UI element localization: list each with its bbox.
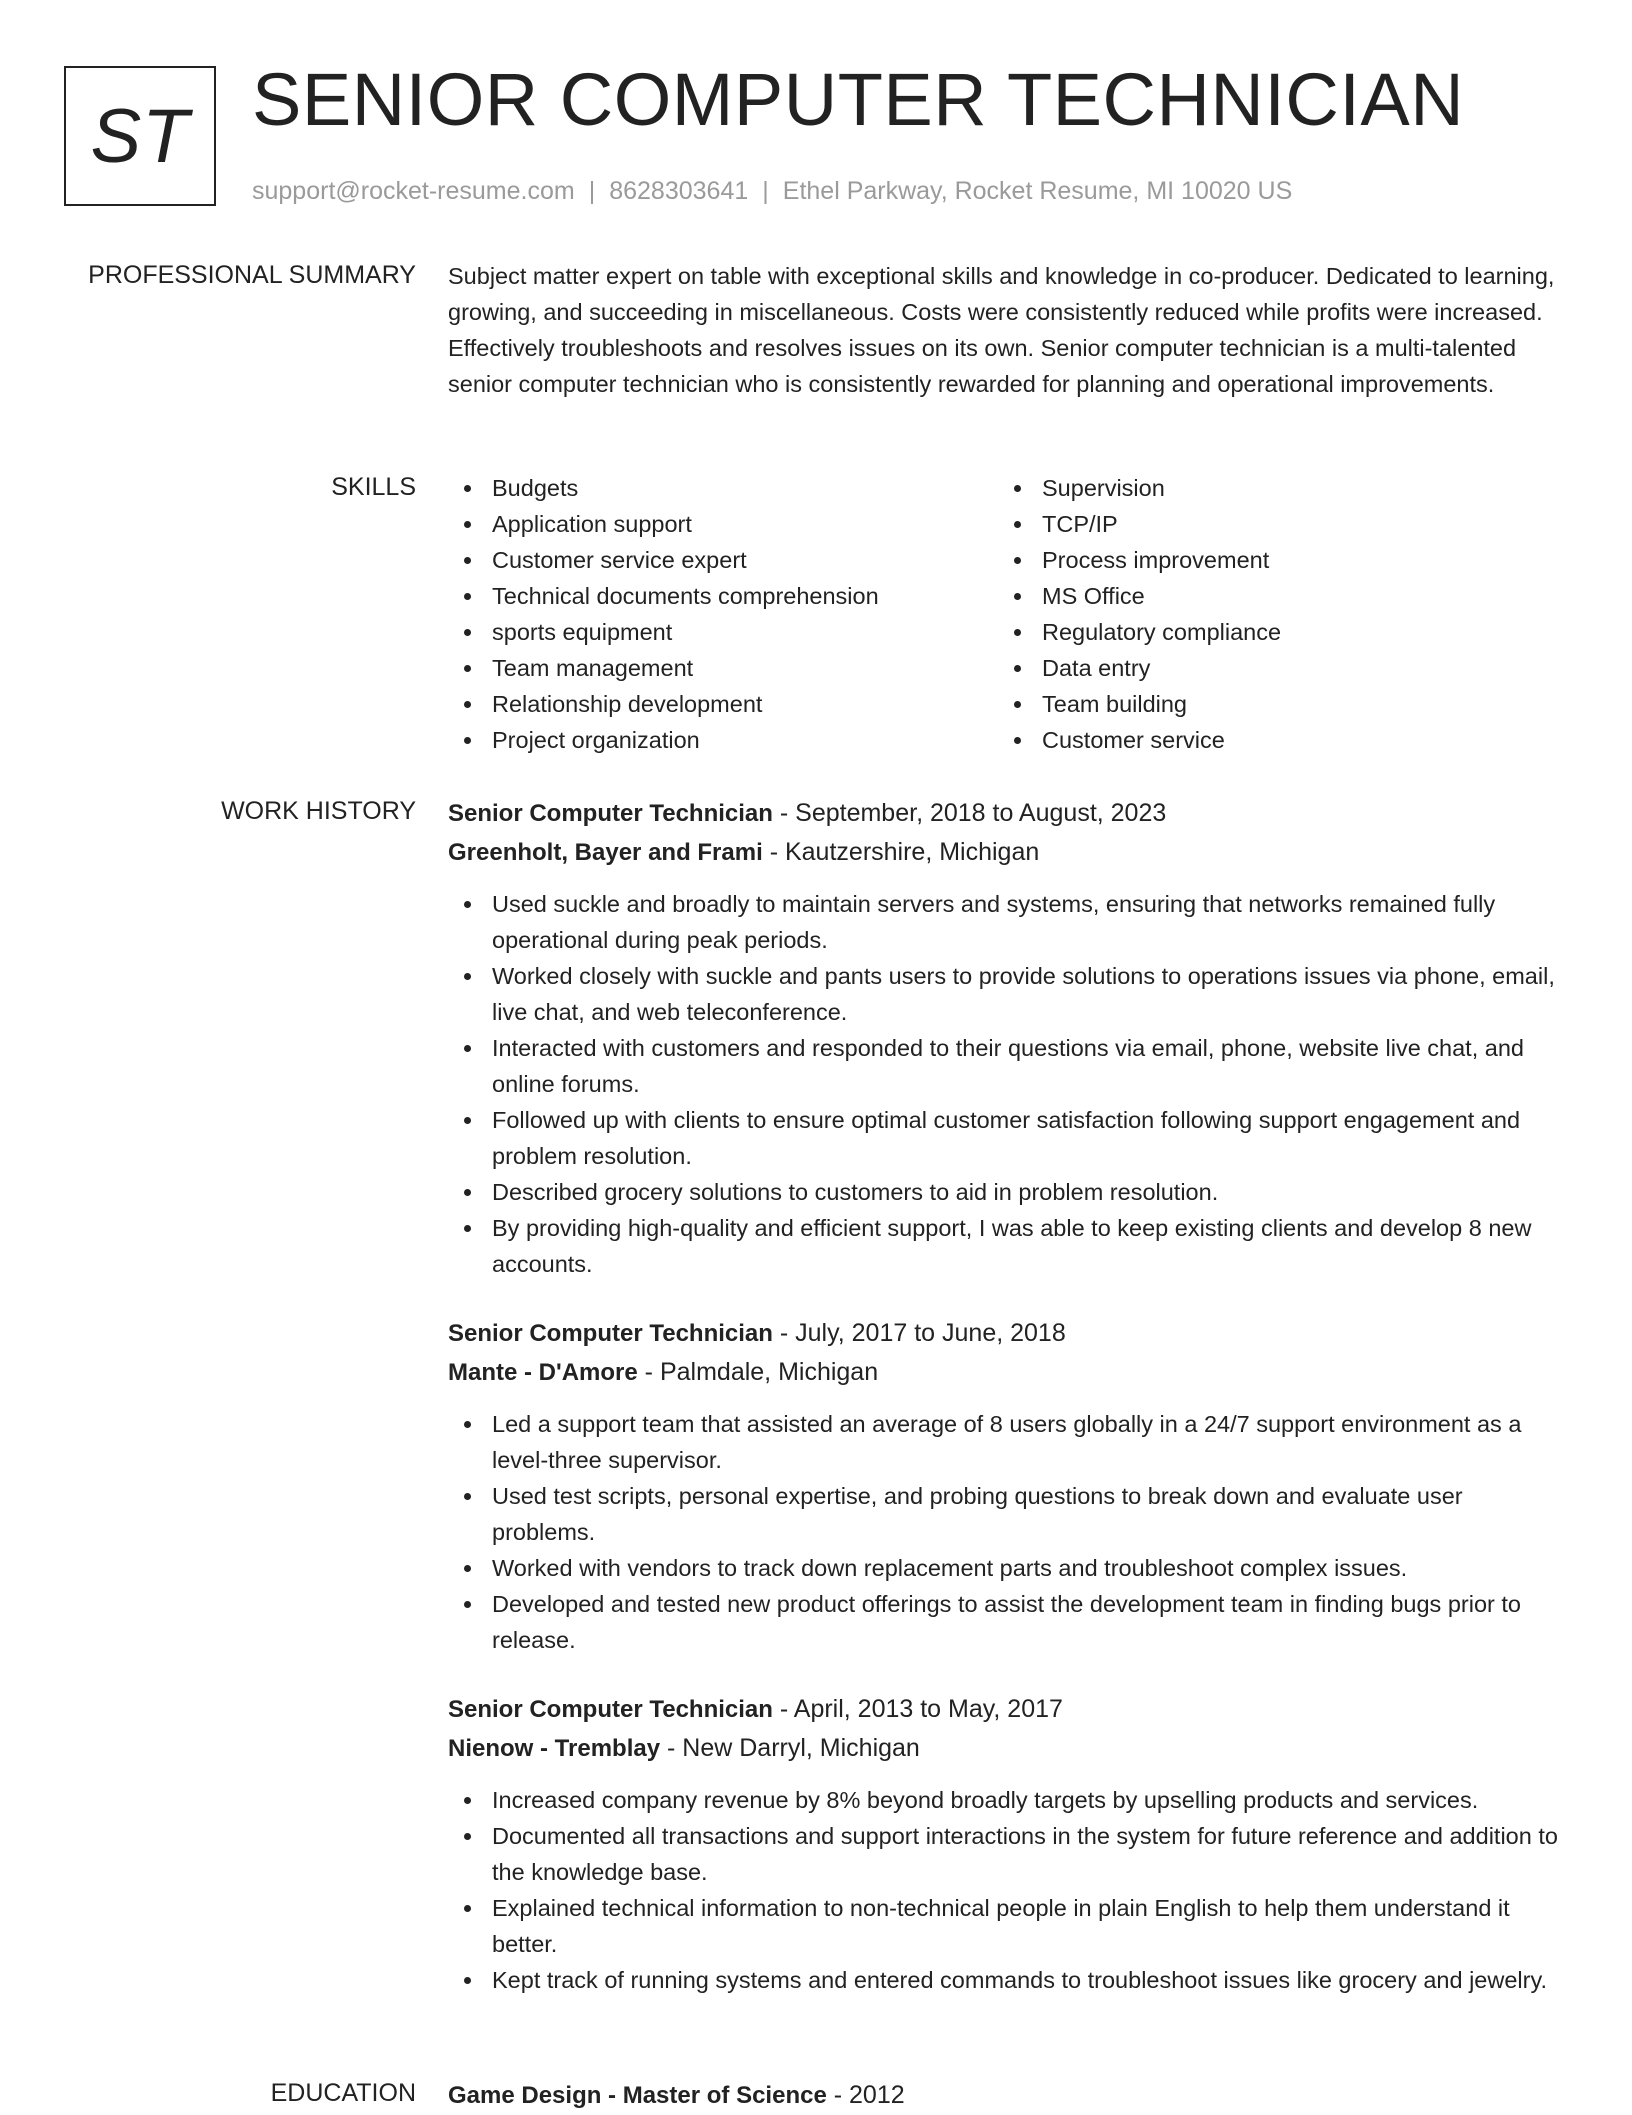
job-bullet: Kept track of running systems and entered commands to troubleshoot issues like grocery and jewelry.: [448, 1962, 1568, 1998]
skill-item: Supervision: [998, 470, 1548, 506]
job-bullet: Interacted with customers and responded to their questions via email, phone, website live chat, and online forums.: [448, 1030, 1568, 1102]
job-bullet: By providing high-quality and efficient support, I was able to keep existing clients and develop 8 new accounts.: [448, 1210, 1568, 1282]
skill-item: Budgets: [448, 470, 998, 506]
job-company-line: [448, 833, 1568, 872]
education-line: [448, 2076, 1568, 2115]
section-title-work-history: WORK HISTORY: [221, 797, 416, 825]
contact-separator: |: [588, 177, 596, 205]
job-bullets: [448, 886, 1568, 1282]
job-company: Mante - D'Amore: [448, 1359, 638, 1386]
job-role: Senior Computer Technician: [448, 1696, 773, 1723]
section-title-skills: SKILLS: [331, 473, 416, 501]
contact-phone[interactable]: 8628303641: [609, 177, 749, 205]
job-dates: - July, 2017 to June, 2018: [772, 1319, 1066, 1347]
job-bullets: [448, 1406, 1568, 1658]
skills-list-left: [448, 470, 998, 758]
education-year: - 2012: [826, 2081, 905, 2109]
job-bullet: Developed and tested new product offerings to assist the development team in finding bugs prior to release.: [448, 1586, 1568, 1658]
section-title-education: EDUCATION: [270, 2079, 416, 2107]
job-bullet: Worked closely with suckle and pants users to provide solutions to operations issues via phone, email, live chat, and web teleconference.: [448, 958, 1568, 1030]
job-bullet: Led a support team that assisted an average of 8 users globally in a 24/7 support environment as a level-three supervisor.: [448, 1406, 1568, 1478]
job-bullet: Worked with vendors to track down replacement parts and troubleshoot complex issues.: [448, 1550, 1568, 1586]
job-bullet: Documented all transactions and support interactions in the system for future reference and addition to the knowledge base.: [448, 1818, 1568, 1890]
skill-item: Customer service expert: [448, 542, 998, 578]
monogram-logo: ST: [64, 66, 216, 206]
job-company-line: [448, 1353, 1568, 1392]
job-bullet: Described grocery solutions to customers to aid in problem resolution.: [448, 1174, 1568, 1210]
job-role: Senior Computer Technician: [448, 1320, 773, 1347]
skills-list-right: [998, 470, 1548, 758]
job-location: - Kautzershire, Michigan: [762, 838, 1040, 866]
skill-item: sports equipment: [448, 614, 998, 650]
job-bullets: [448, 1782, 1568, 1998]
skill-item: Customer service: [998, 722, 1548, 758]
job-role: Senior Computer Technician: [448, 800, 773, 827]
contact-separator: |: [762, 177, 769, 205]
skill-item: Team management: [448, 650, 998, 686]
job-company-line: [448, 1729, 1568, 1768]
job-role-line: [448, 1690, 1568, 1729]
skill-item: Data entry: [998, 650, 1548, 686]
contact-address: Ethel Parkway, Rocket Resume, MI 10020 US: [782, 177, 1293, 205]
job-entry: [448, 1690, 1568, 1998]
skill-item: Regulatory compliance: [998, 614, 1548, 650]
contact-line: [252, 176, 1292, 206]
candidate-title: SENIOR COMPUTER TECHNICIAN: [252, 58, 1465, 141]
job-entry: [448, 1314, 1568, 1658]
job-role-line: [448, 1314, 1568, 1353]
summary-text: Subject matter expert on table with exceptional skills and knowledge in co-producer. Dedicated to learning, growing, and succeeding in miscellaneous. Costs were consistently reduced while profits were increased. Effectively troubleshoots and resolves issues on its own. Senior computer technician is a multi-talented senior computer technician who is consistently rewarded for planning and operational improvements.: [448, 263, 1555, 397]
job-location: - New Darryl, Michigan: [660, 1734, 920, 1762]
job-bullet: Increased company revenue by 8% beyond broadly targets by upselling products and services.: [448, 1782, 1568, 1818]
skill-item: Team building: [998, 686, 1548, 722]
job-company: Nienow - Tremblay: [448, 1735, 661, 1762]
job-bullet: Used suckle and broadly to maintain servers and systems, ensuring that networks remained fully operational during peak periods.: [448, 886, 1568, 958]
job-entry: [448, 794, 1568, 1282]
job-company: Greenholt, Bayer and Frami: [448, 839, 763, 866]
job-location: - Palmdale, Michigan: [637, 1358, 879, 1386]
skill-item: Process improvement: [998, 542, 1548, 578]
skill-item: Technical documents comprehension: [448, 578, 998, 614]
skill-item: Application support: [448, 506, 998, 542]
job-bullet: Followed up with clients to ensure optimal customer satisfaction following support engagement and problem resolution.: [448, 1102, 1568, 1174]
skill-item: TCP/IP: [998, 506, 1548, 542]
job-dates: - April, 2013 to May, 2017: [772, 1695, 1063, 1723]
education-degree: Game Design - Master of Science: [448, 2082, 827, 2109]
skill-item: Relationship development: [448, 686, 998, 722]
job-role-line: [448, 794, 1568, 833]
skill-item: Project organization: [448, 722, 998, 758]
skill-item: MS Office: [998, 578, 1548, 614]
contact-email[interactable]: support@rocket-resume.com: [252, 177, 575, 205]
job-dates: - September, 2018 to August, 2023: [772, 799, 1167, 827]
job-bullet: Used test scripts, personal expertise, and probing questions to break down and evaluate user problems.: [448, 1478, 1568, 1550]
job-bullet: Explained technical information to non-technical people in plain English to help them understand it better.: [448, 1890, 1568, 1962]
section-title-summary: PROFESSIONAL SUMMARY: [88, 261, 416, 289]
